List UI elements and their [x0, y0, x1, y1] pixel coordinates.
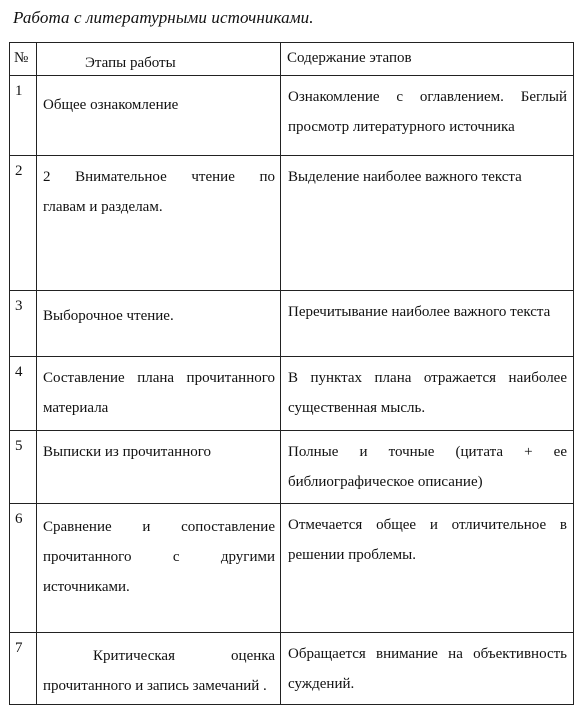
- row-number: 3: [10, 291, 37, 357]
- header-content: Содержание этапов: [281, 43, 574, 76]
- row-stage: Выборочное чтение.: [37, 291, 281, 357]
- table-row: [10, 76, 574, 156]
- table-header-row: [10, 43, 574, 76]
- row-number: 5: [10, 431, 37, 504]
- row-stage: Выписки из прочитанного: [37, 431, 281, 504]
- row-content: Обращается внимание на объективность суждений.: [281, 633, 574, 705]
- header-stage: Этапы работы: [37, 43, 281, 76]
- row-content: Отмечается общее и отличительное в решении проблемы.: [281, 504, 574, 633]
- stages-table: [9, 42, 574, 705]
- row-content: Полные и точные (цитата + ее библиографическое описание): [281, 431, 574, 504]
- table-row: [10, 357, 574, 431]
- row-stage: Критическая оценка прочитанного и запись замечаний .: [37, 633, 281, 705]
- row-number: 7: [10, 633, 37, 705]
- row-content: Выделение наиболее важного текста: [281, 156, 574, 291]
- page-title: Работа с литературными источниками.: [13, 8, 314, 27]
- row-number: 4: [10, 357, 37, 431]
- row-content: Перечитывание наиболее важного текста: [281, 291, 574, 357]
- table-row: [10, 633, 574, 705]
- row-content: Ознакомление с оглавлением. Беглый просмотр литературного источника: [281, 76, 574, 156]
- row-stage: 2 Внимательное чтение по главам и разделам.: [37, 156, 281, 291]
- row-number: 6: [10, 504, 37, 633]
- row-content: В пунктах плана отражается наиболее существенная мысль.: [281, 357, 574, 431]
- table-row: [10, 291, 574, 357]
- row-number: 2: [10, 156, 37, 291]
- table-row: [10, 431, 574, 504]
- row-number: 1: [10, 76, 37, 156]
- table-row: [10, 156, 574, 291]
- header-number: №: [10, 43, 37, 76]
- row-stage: Составление плана прочитанного материала: [37, 357, 281, 431]
- row-stage: Сравнение и сопоставление прочитанного с другими источниками.: [37, 504, 281, 633]
- table-row: [10, 504, 574, 633]
- row-stage: Общее ознакомление: [37, 76, 281, 156]
